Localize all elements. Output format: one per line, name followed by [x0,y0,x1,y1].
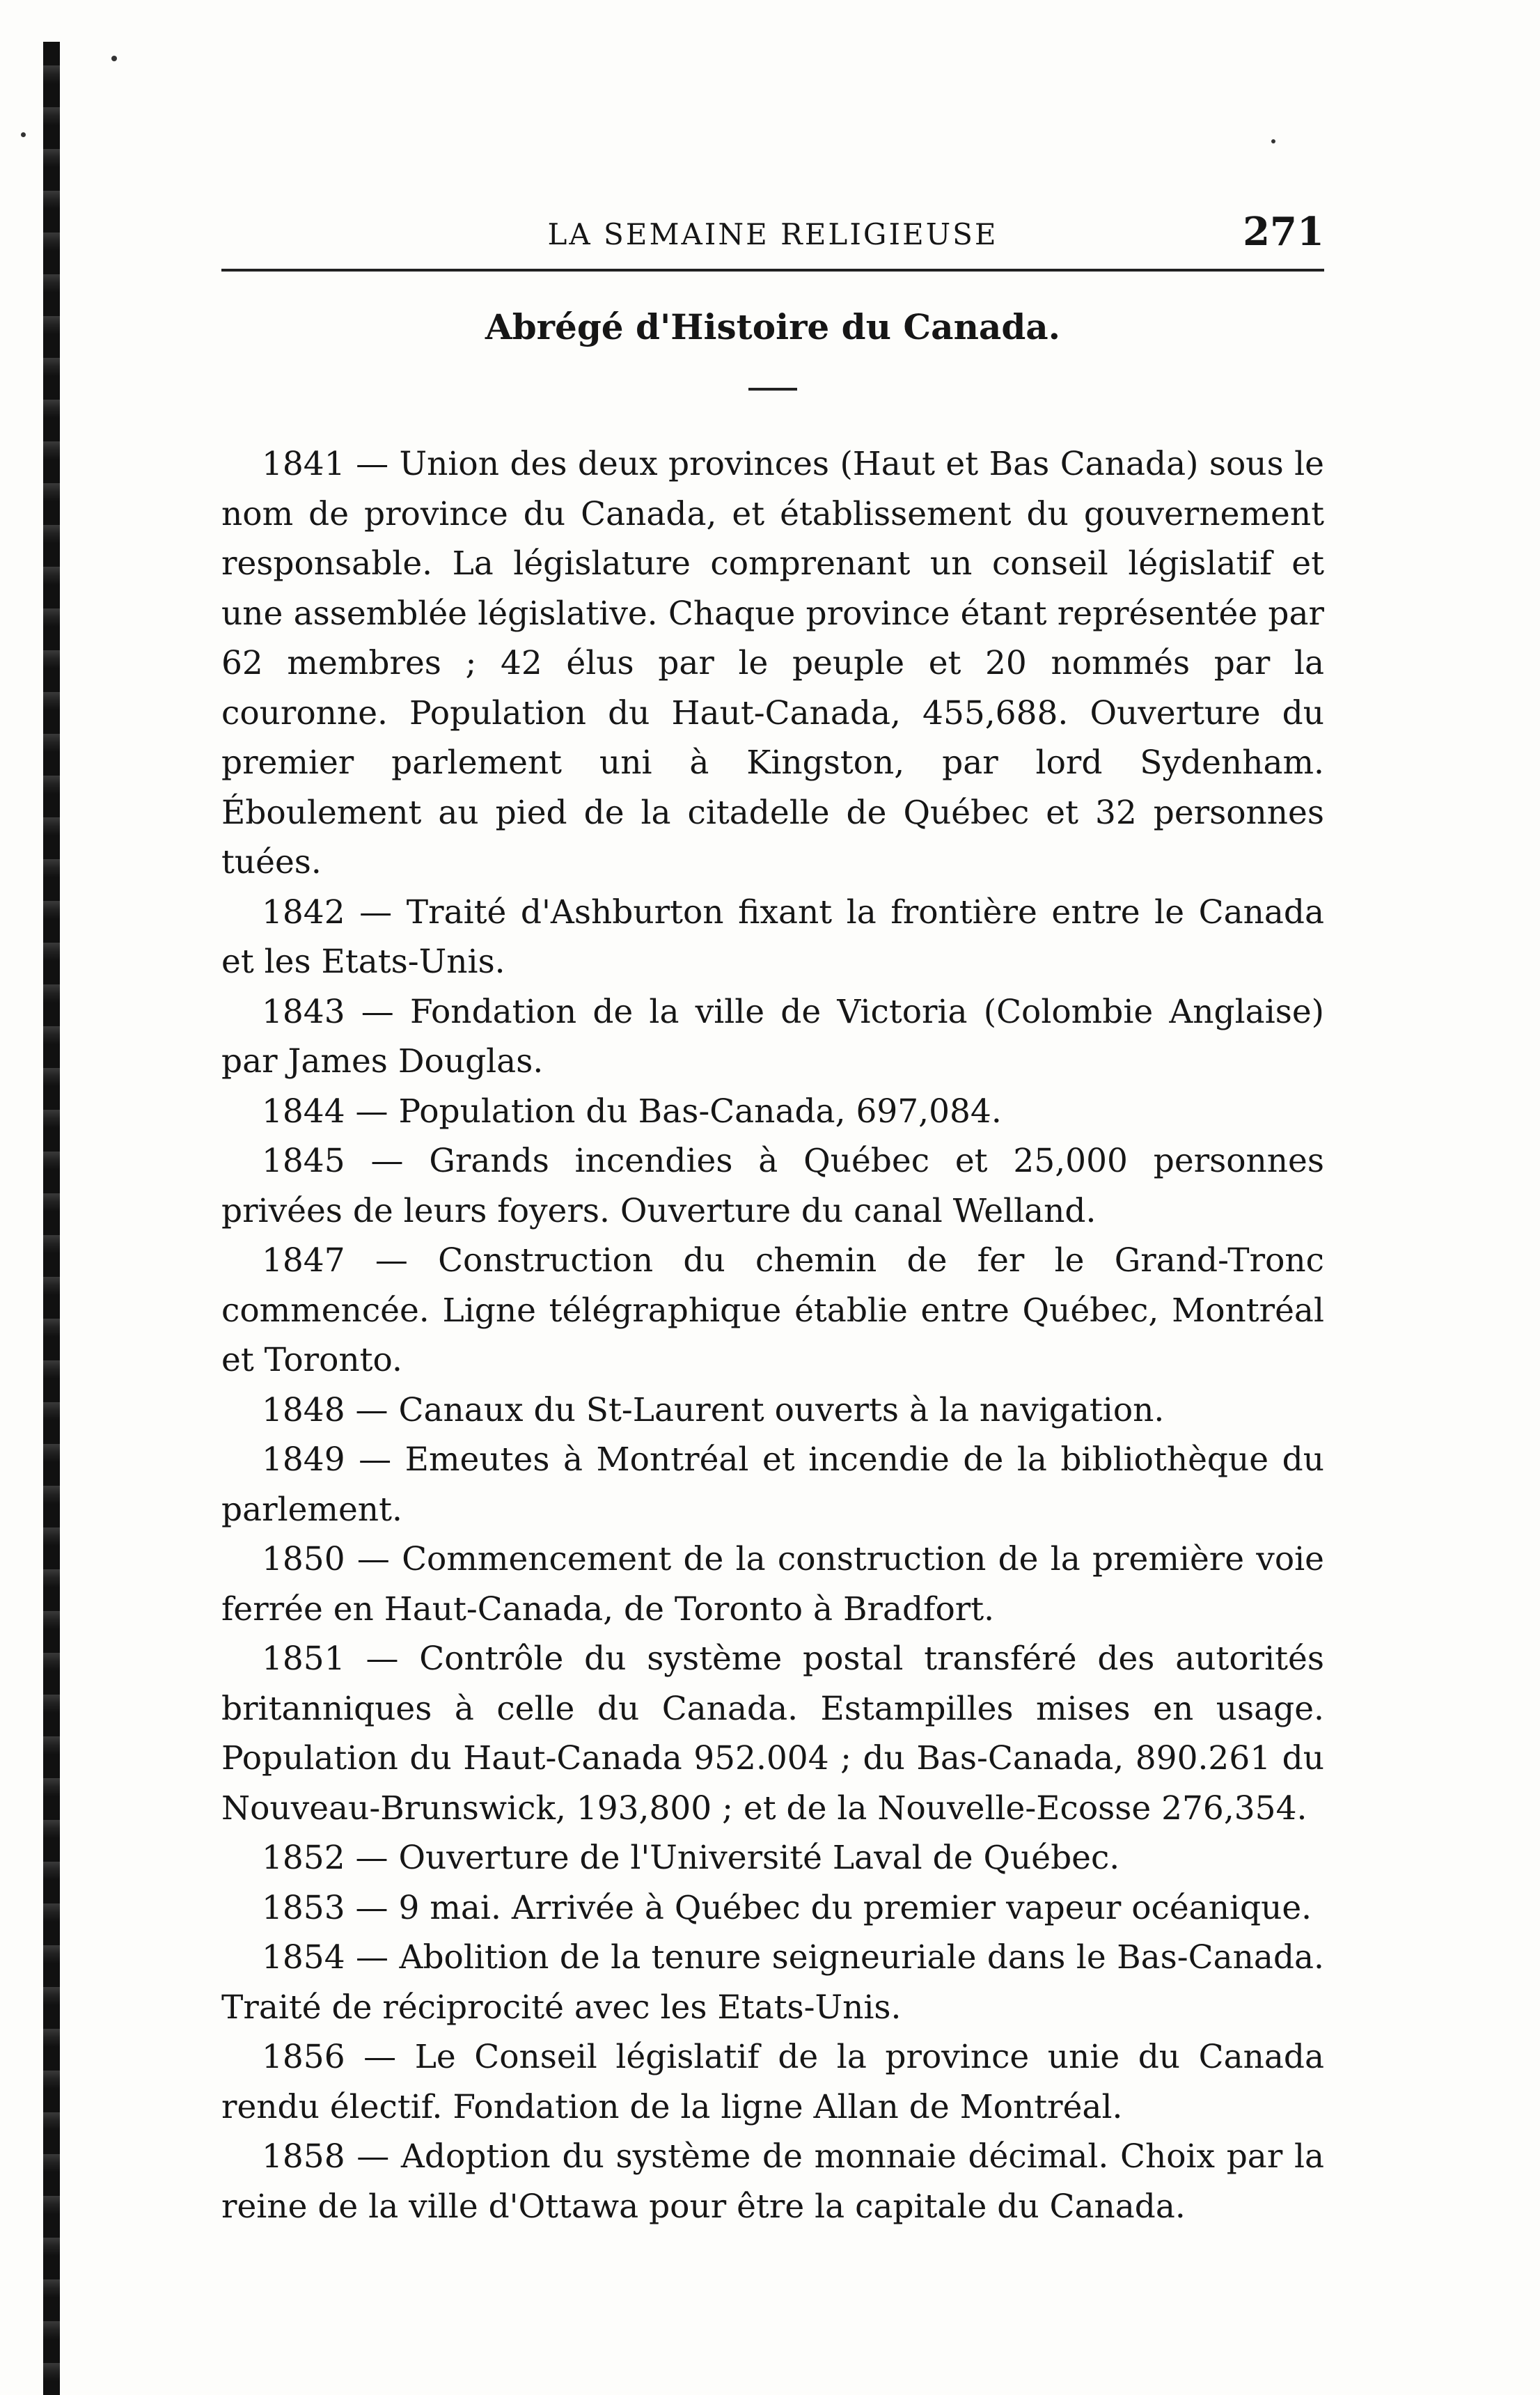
chronology-entry: 1856 — Le Conseil législatif de la province unie du Canada rendu électif. Fondation de la ligne Allan de Montréal. [221,2038,1324,2126]
chronology-entry: 1843 — Fondation de la ville de Victoria (Colombie Anglaise) par James Douglas. [221,992,1324,1081]
chronology-entry: 1852 — Ouverture de l'Université Laval de Québec. [262,1839,1120,1877]
chronology-entry: 1849 — Emeutes à Montréal et incendie de la bibliothèque du parlement. [221,1440,1324,1529]
chronology-entry: 1844 — Population du Bas-Canada, 697,084. [262,1092,1002,1131]
chronology-entry: 1851 — Contrôle du système postal transféré des autorités britanniques à celle du Canada. Estampilles mises en usage. Population du Haut-Canada 952.004 ; du Bas-Canada, 890.261 du Nouveau-Brunswick, 193,800 ; et de la Nouvelle-Ecosse 276,354. [221,1640,1324,1828]
chronology-entry: 1847 — Construction du chemin de fer le Grand-Tronc commencée. Ligne télégraphique établie entre Québec, Montréal et Toronto. [221,1241,1324,1379]
chronology-entry: 1848 — Canaux du St-Laurent ouverts à la navigation. [262,1390,1165,1429]
page-header [221,202,1324,272]
chronology-entry: 1853 — 9 mai. Arrivée à Québec du premier vapeur océanique. [262,1888,1312,1927]
article-body [221,439,1324,2231]
title-separator [748,388,797,391]
scan-speck [1271,139,1275,143]
article-title: Abrégé d'Histoire du Canada. [485,306,1061,347]
scan-speck [21,132,26,137]
chronology-entry: 1850 — Commencement de la construction de la première voie ferrée en Haut-Canada, de Toronto à Bradfort. [221,1540,1324,1628]
chronology-entry: 1845 — Grands incendies à Québec et 25,000 personnes privées de leurs foyers. Ouverture du canal Welland. [221,1142,1324,1230]
chronology-entry: 1841 — Union des deux provinces (Haut et Bas Canada) sous le nom de province du Canada, et établissement du gouvernement responsable. La législature comprenant un conseil législatif et une assemblée législative. Chaque province étant représentée par 62 membres ; 42 élus par le peuple et 20 nommés par la couronne. Population du Haut-Canada, 455,688. Ouverture du premier parlement uni à Kingston, par lord Sydenham. Éboulement au pied de la citadelle de Québec et 32 personnes tuées. [221,445,1324,881]
chronology-entry: 1858 — Adoption du système de monnaie décimal. Choix par la reine de la ville d'Ottawa pour être la capitale du Canada. [221,2137,1324,2226]
running-head: LA SEMAINE RELIGIEUSE [547,217,998,251]
page-number: 271 [1243,209,1324,255]
scan-speck [111,56,117,61]
page-binding-edge [43,42,60,2395]
document-page [221,202,1324,2231]
chronology-entry: 1842 — Traité d'Ashburton fixant la frontière entre le Canada et les Etats-Unis. [221,893,1324,981]
chronology-entry: 1854 — Abolition de la tenure seigneuriale dans le Bas-Canada. Traité de réciprocité avec les Etats-Unis. [221,1938,1324,2027]
